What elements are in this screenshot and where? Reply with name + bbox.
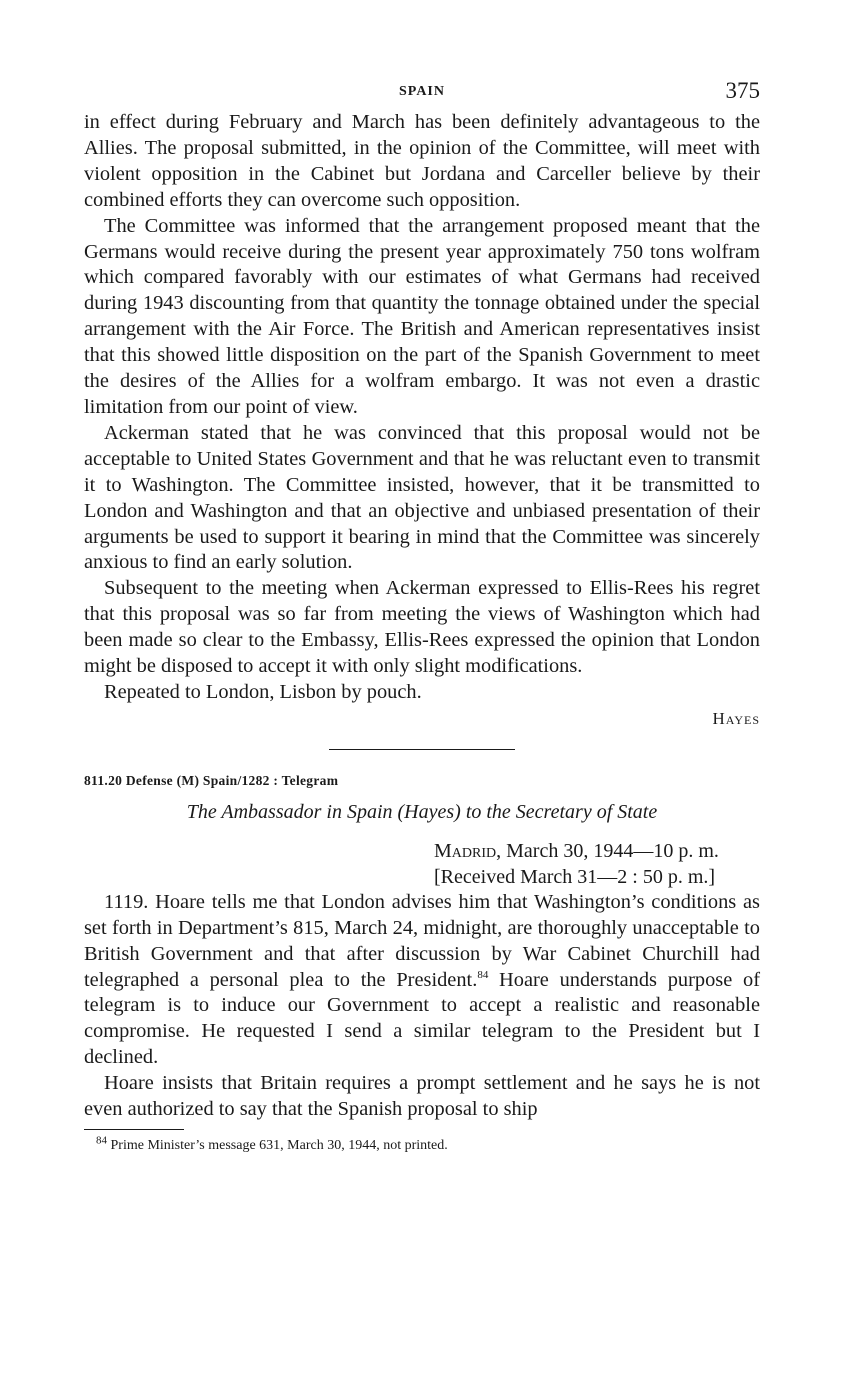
paragraph-committee-informed: The Committee was informed that the arrangement proposed meant that the Germans would receive during the present year approximately 750 tons wolfram which compared favorably with our estimates of what Germans had received during 1943 discounting from that quantity the tonnage obtained under the special arrangement with the Air Force. The British and American representatives insist that this showed little disposition on the part of the Spanish Government to meet the desires of the Allies for a wolfram embargo. It was not even a drastic limitation from our point of view. [84, 214, 760, 418]
telegram-paragraph-1 [84, 890, 760, 1071]
signature: Hayes [712, 708, 760, 728]
paragraph-ackerman-stated: Ackerman stated that he was convinced that this proposal would not be acceptable to United States Government and that he was reluctant even to transmit it to Washington. The Committee insisted, however, that it be transmitted to London and Washington and that an objective and unbiased presentation of their arguments be used to support it bearing in mind that the Committee was sincerely anxious to find an early solution. [84, 421, 760, 574]
running-head: SPAIN [399, 84, 445, 99]
file-reference: 811.20 Defense (M) Spain/1282 : Telegram [84, 772, 339, 788]
footnote-marker: 84 [96, 1134, 107, 1147]
telegram-paragraph-2: Hoare insists that Britain requires a prompt settlement and he says he is not even authorized to say that the Spanish proposal to ship [84, 1072, 760, 1121]
page-number: 375 [725, 78, 760, 103]
paragraph-continued: in effect during February and March has been definitely advantageous to the Allies. The proposal submitted, in the opinion of the Committee, will meet with violent opposition in the Cabinet but Jordana and Carceller believe by their combined efforts they can overcome such opposition. [84, 111, 760, 211]
section-divider [329, 749, 515, 750]
footnote [96, 1134, 760, 1154]
paragraph-repeated: Repeated to London, Lisbon by pouch. [104, 680, 422, 703]
dateline [434, 838, 760, 890]
footnote-divider [84, 1129, 184, 1130]
document-title: The Ambassador in Spain (Hayes) to the Secretary of State [186, 800, 658, 823]
page-header [84, 78, 760, 110]
received-line: [Received March 31—2 : 50 p. m.] [434, 865, 716, 888]
paragraph-subsequent: Subsequent to the meeting when Ackerman expressed to Ellis-Rees his regret that this proposal was so far from meeting the views of Washington which had been made so clear to the Embassy, Ellis-Rees expressed the opinion that London might be disposed to accept it with only slight modifications. [84, 577, 760, 678]
footnote-ref: 84 [477, 968, 489, 981]
telegram-text-b: Hoare understands purpose of telegram is to induce our Government to accept a realistic and reasonable compromise. He requested I send a similar telegram to the President but I declined. [84, 968, 760, 1069]
dateline-place: Madrid, [434, 839, 502, 862]
dateline-date: March 30, 1944—10 p. m. [506, 839, 719, 862]
footnote-text: Prime Minister’s message 631, March 30, 1944, not printed. [110, 1138, 448, 1153]
document-page [84, 78, 760, 1154]
telegram-text-a: 1119. Hoare tells me that London advises him that Washington’s conditions as set forth in Department’s 815, March 24, midnight, are thoroughly unacceptable to British Government and that after discussion by War Cabinet Churchill had telegraphed a personal plea to the President. [84, 890, 760, 991]
